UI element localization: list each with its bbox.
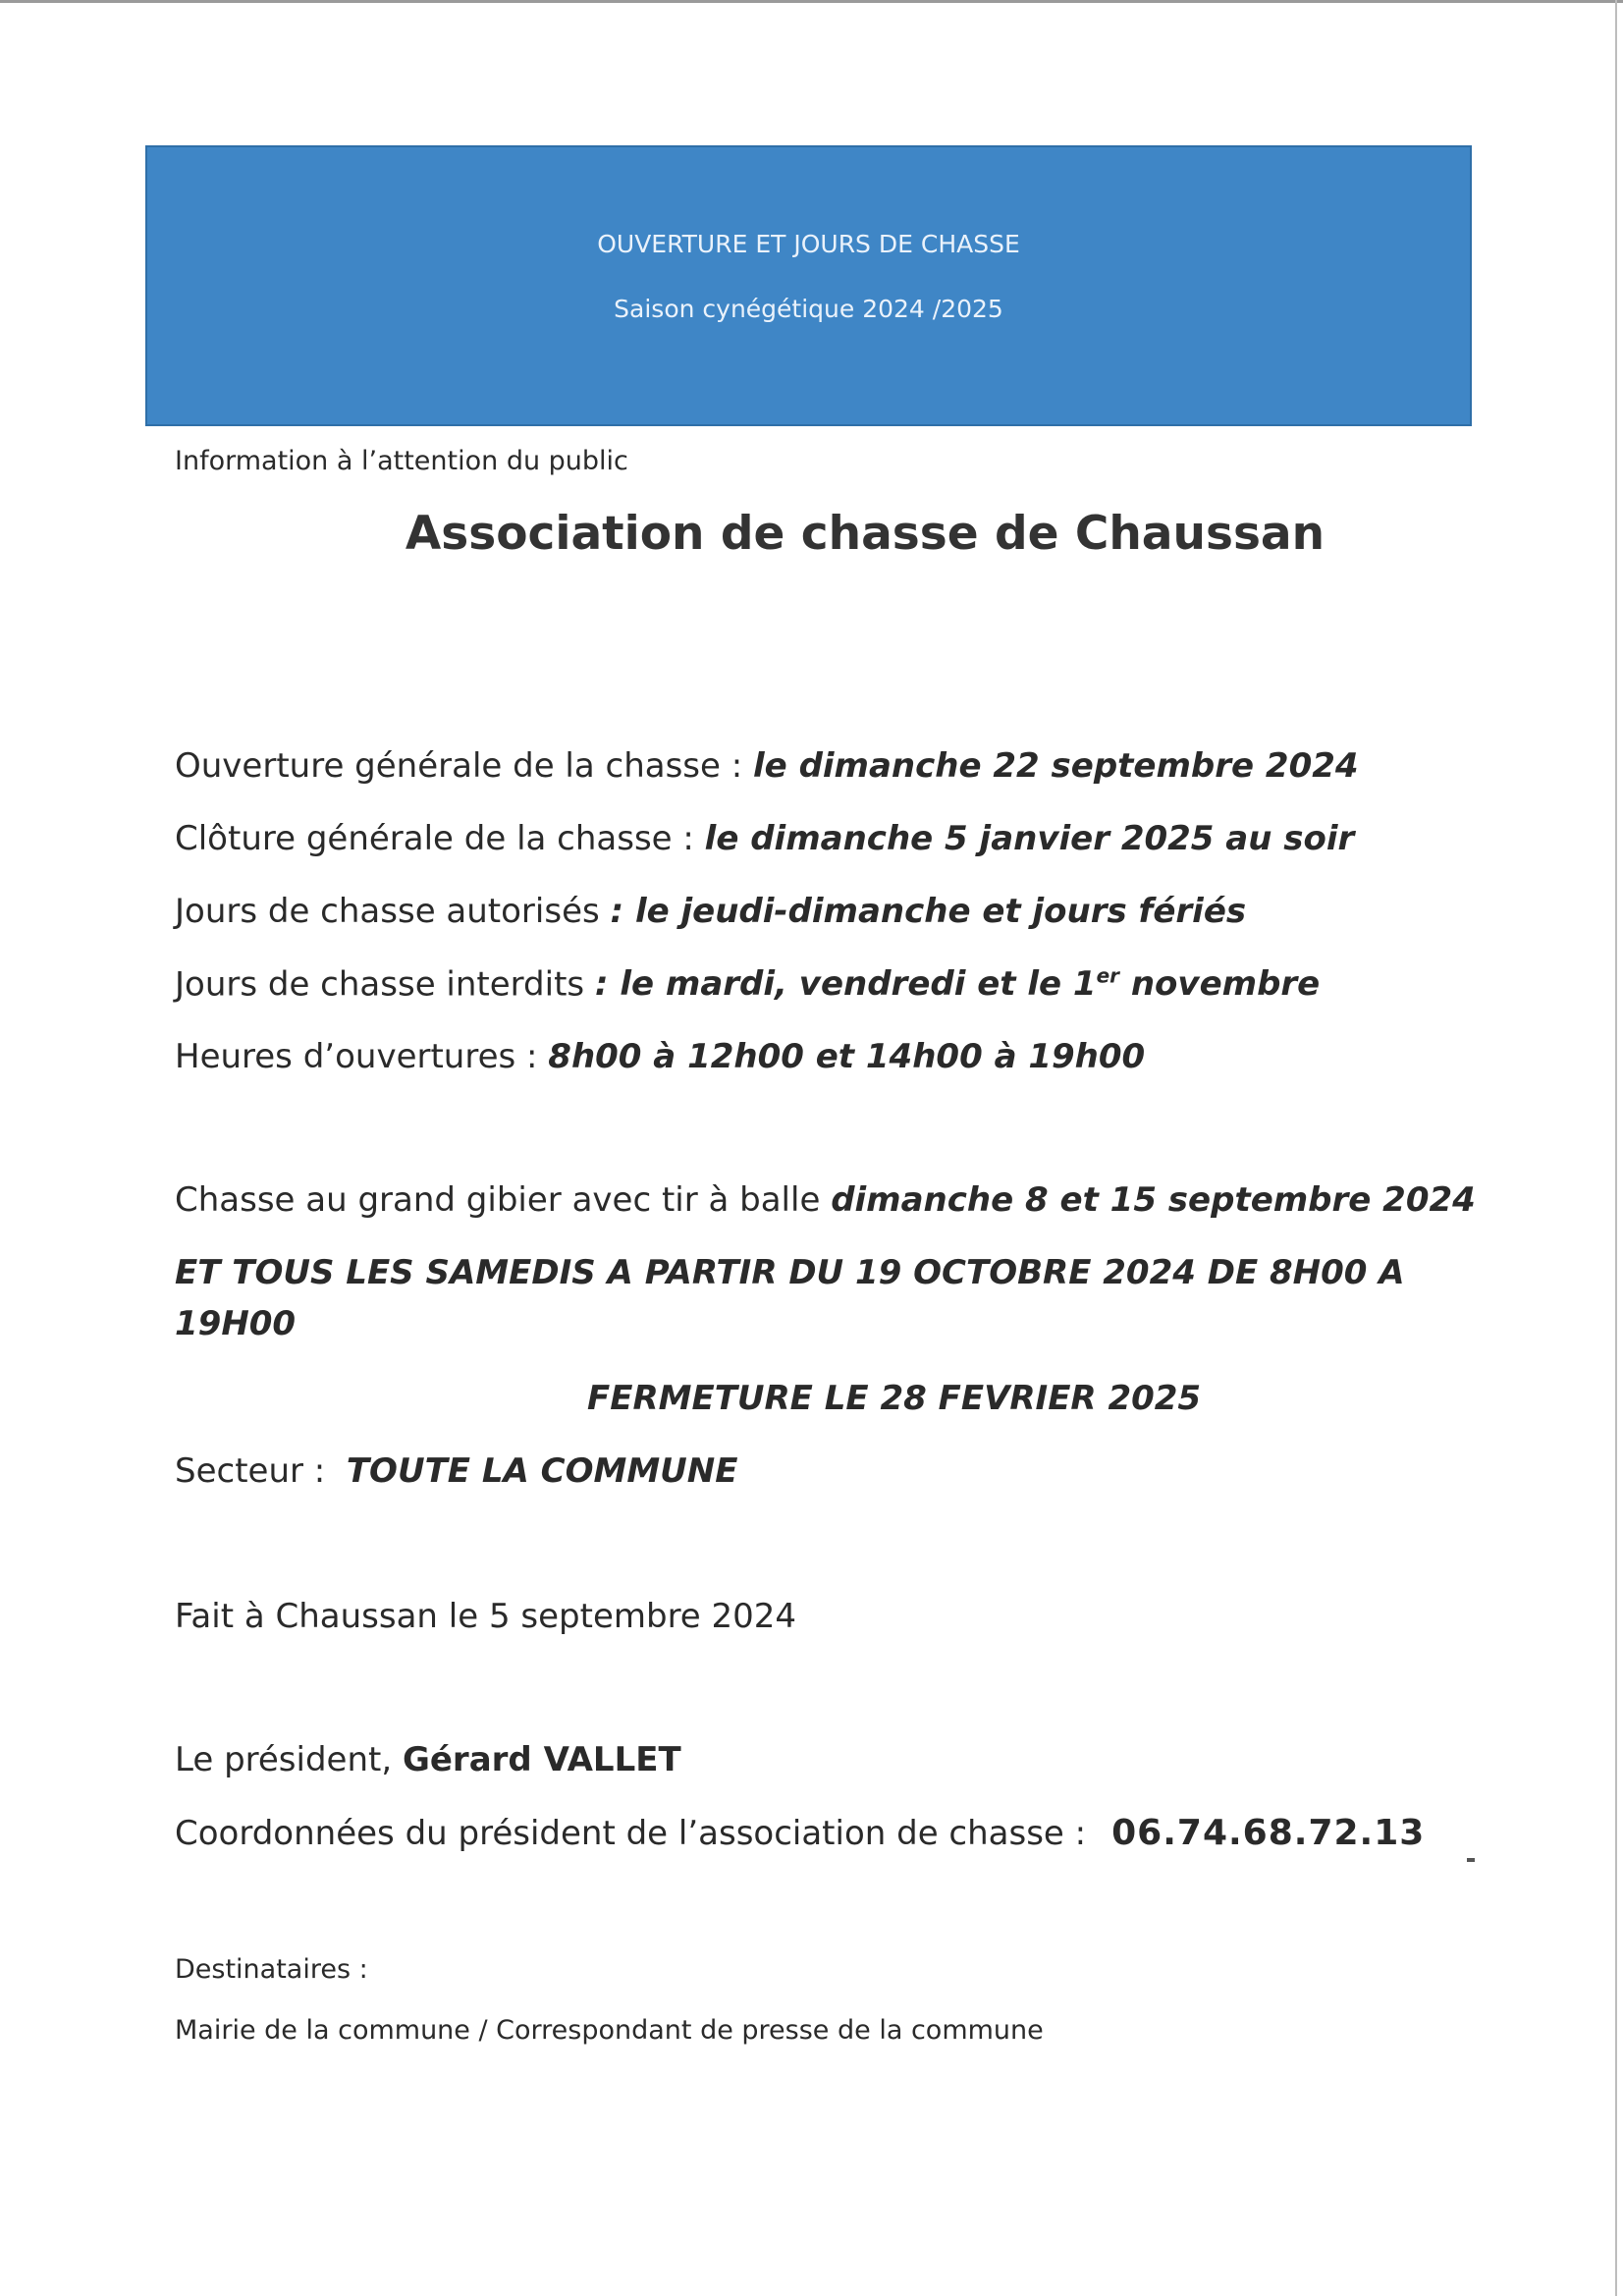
- hours-value: 8h00 à 12h00 et 14h00 à 19h00: [548, 1037, 1146, 1076]
- president-label: Le président,: [175, 1740, 403, 1779]
- hours-label: Heures d’ouvertures :: [175, 1037, 549, 1076]
- scan-speck: [1467, 1858, 1475, 1862]
- sector-line: [175, 1451, 737, 1491]
- allowed-days-label: Jours de chasse autorisés: [175, 892, 611, 931]
- forbidden-days-sup: er: [1096, 964, 1120, 988]
- hours-line: [175, 1037, 1145, 1076]
- banner-subtitle: Saison cynégétique 2024 /2025: [614, 295, 1003, 323]
- banner-title: OUVERTURE ET JOURS DE CHASSE: [597, 230, 1020, 258]
- allowed-days-line: [175, 892, 1246, 931]
- header-banner: [145, 145, 1472, 426]
- page-edge-top: [0, 0, 1623, 3]
- forbidden-days-value: : le mardi, vendredi et le 1: [594, 964, 1097, 1005]
- forbidden-days-value-end: novembre: [1119, 964, 1321, 1005]
- big-game-value: dimanche 8 et 15 septembre 2024: [831, 1180, 1476, 1220]
- page-edge-right: [1615, 0, 1617, 2296]
- season-closing-text: FERMETURE LE 28 FEVRIER 2025: [587, 1379, 1202, 1418]
- contact-line: [175, 1813, 1425, 1853]
- phone-number: 06.74.68.72.13: [1111, 1813, 1426, 1853]
- intro-text: Information à l’attention du public: [175, 446, 628, 476]
- sector-label: Secteur :: [175, 1451, 337, 1491]
- big-game-label: Chasse au grand gibier avec tir à balle: [175, 1180, 832, 1220]
- signed-place-date: Fait à Chaussan le 5 septembre 2024: [175, 1597, 797, 1636]
- president-name: Gérard VALLET: [402, 1740, 681, 1779]
- closing-date-line: [175, 819, 1354, 858]
- big-game-line: [175, 1180, 1476, 1220]
- opening-date-line: [175, 746, 1359, 786]
- recipients-label: Destinataires :: [175, 1954, 368, 1985]
- opening-label: Ouverture générale de la chasse :: [175, 746, 754, 786]
- president-line: [175, 1740, 681, 1779]
- page-title: Association de chasse de Chaussan: [405, 507, 1325, 561]
- sector-value: TOUTE LA COMMUNE: [346, 1451, 738, 1491]
- allowed-days-value: : le jeudi-dimanche et jours fériés: [610, 892, 1247, 931]
- opening-value: le dimanche 22 septembre 2024: [753, 746, 1359, 786]
- forbidden-days-line: [175, 964, 1320, 1004]
- closing-label: Clôture générale de la chasse :: [175, 819, 705, 858]
- closing-value: le dimanche 5 janvier 2025 au soir: [704, 819, 1355, 858]
- forbidden-days-label: Jours de chasse interdits: [175, 964, 595, 1005]
- recipients-list: Mairie de la commune / Correspondant de presse de la commune: [175, 2015, 1044, 2046]
- contact-label: Coordonnées du président de l’association de chasse :: [175, 1814, 1087, 1853]
- saturdays-text: ET TOUS LES SAMEDIS A PARTIR DU 19 OCTOBRE 2024 DE 8H00 A 19H00: [175, 1253, 1405, 1343]
